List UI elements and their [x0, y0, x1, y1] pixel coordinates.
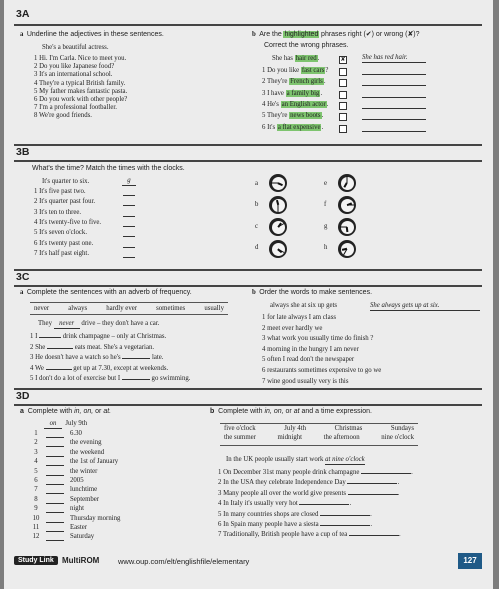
exercise-3a-a-example: She's a beautiful actress.: [42, 44, 109, 51]
example-answer: She always gets up at six.: [370, 302, 480, 311]
highlighted-phrase: a family big: [286, 89, 320, 97]
item-number: 2: [34, 439, 38, 447]
example-pre: In the UK people usually start work: [226, 456, 324, 463]
exercise-3d-a-example: [44, 420, 87, 429]
phrase-item: [262, 67, 328, 75]
instruction-text: phrases right (✔) or wrong (✘)?: [321, 31, 420, 38]
time-expression-box: [220, 423, 418, 446]
example-answer: g: [122, 177, 136, 186]
sentence-text: 4 In Italy it's usually very hot: [218, 500, 298, 508]
answer-blank[interactable]: [349, 529, 399, 536]
answer-line[interactable]: [123, 249, 135, 258]
clock-face: [341, 243, 354, 256]
adverb-option: never: [34, 304, 50, 312]
sentence-text: 7 Traditionally, British people have a cup of tea: [218, 531, 348, 539]
time-expression: Sundays: [390, 425, 414, 432]
hour-hand: [346, 227, 348, 232]
answer-line[interactable]: [46, 457, 64, 466]
sentence-item: 5 In many countries shops are closed .: [218, 510, 372, 518]
exercise-3d-b-example: [226, 456, 365, 465]
section-rule-3d-top: [14, 388, 482, 390]
answer-blank[interactable]: [299, 498, 349, 505]
answer-checkbox[interactable]: [339, 113, 347, 121]
exercise-letter: a: [20, 289, 24, 296]
clock-icon: [338, 174, 356, 192]
sentence-item: 6 In Spain many people have a siesta .: [218, 521, 373, 528]
answer-line[interactable]: [46, 514, 64, 523]
time-expression: July 4th: [284, 425, 306, 432]
adverb-option: hardly ever: [106, 304, 137, 312]
highlighted-word: highlighted: [284, 31, 319, 38]
example-post: drive – they don't have a car.: [81, 320, 160, 327]
instruction-text: Complete the sentences with an adverb of frequency.: [26, 289, 192, 296]
example-text: It's quarter to six.: [42, 178, 90, 185]
exercise-3a-b-instruction: [252, 31, 420, 39]
item-number: 3: [34, 448, 38, 456]
sentence-pre: 4 We: [30, 364, 44, 372]
example-pre: They: [38, 320, 52, 327]
sentence-item: 7 I'm a professional footballer.: [34, 104, 117, 112]
section-heading-3a: 3A: [16, 8, 30, 20]
sentence-post: drink champagne – only at Christmas.: [62, 333, 167, 340]
sentence-pre: 5 I don't do a lot of exercise but I: [30, 375, 121, 383]
answer-line[interactable]: [46, 485, 64, 494]
sentence-item: 3 It's an international school.: [34, 71, 113, 79]
word-order-item: 6 restaurants sometimes expensive to go we: [262, 366, 382, 374]
phrase-pre: 6 It's: [262, 123, 276, 131]
exercise-3d-b-instruction: [210, 408, 372, 415]
item-number: 8: [34, 495, 38, 503]
instruction-text: or: [285, 408, 292, 415]
item-text: Saturday: [70, 533, 95, 541]
answer-line[interactable]: [123, 197, 135, 206]
item-text: 6.30: [70, 430, 82, 437]
example-text: July 9th: [65, 420, 88, 427]
exercise-3c-a-instruction: [20, 289, 192, 297]
item-number: 7: [34, 486, 38, 494]
clock-label: c: [255, 223, 259, 230]
time-expression-row: [220, 433, 418, 442]
answer-blank[interactable]: [39, 331, 61, 338]
section-rule-3c-top: [14, 269, 482, 271]
time-expression: the summer: [224, 434, 256, 442]
sentence-post: get up at 7.30, except at weekends.: [73, 364, 169, 372]
phrase-post: .: [320, 89, 323, 97]
exercise-3d-a-instruction: [20, 408, 111, 415]
answer-line[interactable]: [123, 228, 135, 237]
footer-url[interactable]: www.oup.com/elt/englishfile/elementary: [118, 557, 250, 566]
phrase-post: .: [321, 112, 324, 120]
hour-hand: [278, 182, 283, 185]
clock-label: g: [324, 223, 328, 230]
item-number: 12: [32, 533, 40, 541]
instruction-text: and a time expression.: [301, 408, 372, 415]
exercise-3c-a-example: [38, 320, 159, 329]
answer-blank[interactable]: [347, 477, 397, 484]
item-text: Thursday morning: [70, 514, 121, 522]
word-order-item: 1 for late always I am class: [262, 314, 336, 321]
highlighted-phrase: French girls: [290, 78, 323, 86]
sentence-text: 2 In the USA they celebrate Independence Day: [218, 479, 346, 487]
highlighted-phrase: a flat expensive: [277, 123, 321, 131]
clock-label: d: [255, 244, 259, 251]
answer-line[interactable]: [123, 187, 135, 196]
answer-line[interactable]: [123, 239, 135, 248]
phrase-post: .: [323, 78, 326, 86]
clock-face: [272, 199, 285, 212]
clock-icon: [269, 240, 287, 258]
sentence-item: 3 Many people all over the world give presents .: [218, 489, 400, 497]
example-answer: at nine o'clock: [325, 456, 365, 465]
exercise-3a-b-instruction2: Correct the wrong phrases.: [264, 42, 349, 49]
instruction-text: Underline the adjectives in these sentences.: [26, 31, 164, 38]
word-order-item: 7 wine good usually very is this: [262, 377, 349, 385]
word-order-item: 5 often I read don't the newspaper: [262, 356, 355, 364]
section-rule-3b: [14, 160, 482, 162]
exercise-3c-b-instruction: [252, 289, 372, 297]
answer-line[interactable]: [46, 523, 64, 532]
answer-line[interactable]: [123, 218, 135, 227]
correction-line[interactable]: [362, 100, 426, 109]
clock-face: [272, 177, 285, 190]
clock-face: [272, 243, 285, 256]
sentence-text: 5 In many countries shops are closed: [218, 510, 319, 518]
answer-checkbox[interactable]: [339, 68, 347, 76]
time-item: 7 It's half past eight.: [34, 249, 90, 257]
item-text: 2005: [70, 477, 84, 484]
item-text: the 1st of January: [70, 458, 119, 466]
sentence-pre: 3 He doesn't have a watch so he's: [30, 354, 121, 362]
section-heading-3d: 3D: [16, 390, 30, 402]
answer-line[interactable]: [46, 532, 64, 541]
time-item: 2 It's quarter past four.: [34, 198, 96, 206]
sentence-item: [30, 373, 190, 383]
exercise-letter: a: [20, 408, 24, 415]
phrase-item: [262, 90, 322, 98]
sentence-item: 6 Do you work with other people?: [34, 96, 128, 104]
clock-face: [272, 221, 285, 234]
phrase-pre: 1 Do you like: [262, 67, 300, 74]
clock-icon: [269, 196, 287, 214]
answer-blank[interactable]: [320, 519, 370, 526]
sentence-pre: 2 She: [30, 343, 46, 351]
minute-hand: [278, 205, 279, 212]
sentence-post: late.: [152, 354, 164, 362]
answer-blank[interactable]: [320, 509, 370, 516]
time-expression: nine o'clock: [381, 434, 414, 442]
clock-icon: [338, 240, 356, 258]
multirom-label: MultiROM: [62, 556, 100, 565]
sentence-text: 1 On December 31st many people drink champagne: [218, 469, 360, 476]
workbook-page: [4, 0, 493, 589]
adverb-option: sometimes: [156, 304, 186, 312]
answer-blank[interactable]: [122, 373, 150, 380]
exercise-letter: b: [210, 408, 215, 415]
answer-checkbox[interactable]: [339, 79, 347, 87]
clock-label: e: [324, 180, 328, 187]
correction-line[interactable]: [362, 77, 426, 86]
phrase-post: .: [321, 123, 324, 131]
item-number: 1: [34, 430, 38, 437]
answer-checkbox[interactable]: [339, 102, 347, 110]
answer-line[interactable]: [46, 476, 64, 485]
answer-checkbox[interactable]: [339, 125, 347, 133]
answer-line[interactable]: [46, 495, 64, 504]
example-correction: She has red hair.: [362, 54, 426, 63]
answer-line[interactable]: [46, 504, 64, 513]
phrase-pre: 2 They're: [262, 78, 288, 86]
exercise-3b-example: [42, 178, 89, 186]
time-expression: the afternoon: [323, 434, 360, 442]
word-order-item: 4 morning in the hungry I am never: [262, 345, 359, 353]
time-expression: Christmas: [334, 425, 363, 432]
answer-line[interactable]: [46, 448, 64, 457]
clock-face: [341, 177, 354, 190]
time-expression: midnight: [277, 434, 303, 442]
exercise-letter: b: [252, 31, 256, 38]
answer-blank[interactable]: [47, 342, 73, 349]
exercise-3a-a-instruction: [20, 31, 164, 39]
clock-label: h: [324, 244, 328, 251]
instruction-keywords: at.: [103, 408, 112, 415]
minute-hand: [340, 227, 347, 228]
sentence-post: eats meat. She's a vegetarian.: [74, 343, 155, 351]
example-answer: never: [54, 320, 80, 329]
example-answer-box: ✘: [340, 57, 346, 63]
item-text: the evening: [70, 439, 102, 447]
clock-face: [341, 199, 354, 212]
phrase-post: ?: [325, 67, 329, 74]
highlighted-phrase: fast cars: [301, 67, 325, 74]
clock-label: b: [255, 201, 259, 208]
clock-label: a: [255, 180, 259, 187]
answer-line[interactable]: [46, 467, 64, 476]
answer-checkbox[interactable]: [339, 91, 347, 99]
phrase-item: [262, 124, 323, 132]
item-number: 4: [34, 458, 38, 466]
instruction-keywords: at: [293, 408, 300, 415]
correction-line[interactable]: [362, 123, 426, 132]
sentence-item: 4 They're a typical British family.: [34, 79, 126, 87]
answer-line[interactable]: [123, 208, 135, 217]
item-number: 10: [32, 514, 40, 522]
sentence-item: 2 Do you like Japanese food?: [34, 63, 115, 71]
correction-line[interactable]: [362, 111, 426, 120]
exercise-3a-a-list: [34, 55, 127, 121]
answer-blank[interactable]: [122, 352, 150, 359]
exercise-letter: b: [252, 289, 256, 296]
phrase-pre: She has: [272, 55, 293, 62]
study-link-badge: Study Link: [14, 556, 58, 565]
instruction-text: Complete with: [27, 408, 73, 415]
sentence-item: 1 Hi. I'm Carla. Nice to meet you.: [34, 55, 127, 62]
item-number: 6: [34, 477, 38, 484]
item-text: Easter: [70, 524, 87, 531]
hour-hand: [344, 183, 348, 188]
instruction-text: Complete with: [218, 408, 263, 415]
adverb-option: always: [68, 304, 88, 312]
highlighted-phrase: an English actor: [281, 100, 326, 108]
example-answer: on: [44, 420, 62, 429]
section-heading-3b: 3B: [16, 146, 30, 158]
instruction-keywords: in, on,: [74, 408, 94, 415]
time-item: 6 It's twenty past one.: [34, 239, 94, 247]
item-number: 9: [34, 505, 38, 513]
exercise-letter: a: [20, 31, 24, 38]
clock-icon: [338, 196, 356, 214]
sentence-item: [30, 363, 168, 373]
clock-icon: [338, 218, 356, 236]
sentence-text: 6 In Spain many people have a siesta: [218, 521, 319, 528]
sentence-item: 7 Traditionally, British people have a cup of tea .: [218, 531, 401, 539]
sentence-item: 2 In the USA they celebrate Independence Day .: [218, 479, 400, 487]
phrase-item: [262, 101, 328, 109]
footer: [14, 556, 482, 570]
sentence-pre: 1 I: [30, 333, 38, 340]
section-rule-3b-top: [14, 144, 482, 146]
sentence-item: 8 We're good friends.: [34, 112, 92, 120]
item-text: lunchtime: [70, 486, 98, 494]
adverb-list: [30, 303, 228, 313]
correction-line[interactable]: [362, 66, 426, 75]
item-text: night: [70, 505, 84, 513]
phrase-pre: 3 I have: [262, 89, 284, 97]
exercise-3b-instruction: What's the time? Match the times with the clocks.: [32, 165, 185, 172]
time-item: 1 It's five past two.: [34, 188, 86, 195]
sentence-item: [30, 342, 154, 352]
phrase-item: [262, 112, 323, 120]
item-text: the weekend: [70, 448, 105, 456]
section-rule-3c: [14, 285, 482, 287]
adverb-box: [30, 302, 228, 315]
section-rule-3a: [14, 24, 482, 26]
clock-icon: [269, 218, 287, 236]
correction-line[interactable]: [362, 89, 426, 98]
phrase-post: .: [326, 100, 329, 108]
time-item: 5 It's seven o'clock.: [34, 229, 88, 237]
sentence-item: [30, 331, 166, 341]
section-rule-3d: [14, 404, 482, 406]
clock-label: f: [324, 201, 327, 208]
section-heading-3c: 3C: [16, 271, 30, 283]
sentence-item: 4 In Italy it's usually very hot .: [218, 500, 352, 508]
answer-blank[interactable]: [46, 363, 72, 370]
instruction-keywords: in, on,: [264, 408, 284, 415]
phrase-pre: 5 They're: [262, 112, 288, 120]
highlighted-phrase: hair red: [295, 55, 317, 62]
time-item: 3 It's ten to three.: [34, 208, 82, 216]
sentence-item: 5 My father makes fantastic pasta.: [34, 87, 128, 95]
time-expression-row: [220, 424, 418, 433]
answer-line[interactable]: [46, 438, 64, 447]
sentence-post: go swimming.: [151, 375, 191, 383]
sentence-item: 1 On December 31st many people drink champagne .: [218, 469, 413, 476]
minute-hand: [347, 205, 354, 206]
item-number: 5: [34, 467, 38, 475]
time-item: 4 It's twenty-five to five.: [34, 218, 102, 226]
time-expression: five o'clock: [224, 425, 256, 432]
item-number: 11: [32, 524, 40, 531]
answer-blank[interactable]: [361, 467, 411, 474]
answer-blank[interactable]: [348, 488, 398, 495]
page-number: 127: [458, 553, 482, 569]
phrase-post: .: [317, 55, 320, 62]
highlighted-phrase: news boots: [290, 112, 321, 120]
phrase-pre: 4 He's: [262, 100, 279, 108]
word-order-item: 3 what work you usually time do finish ?: [262, 335, 374, 343]
word-order-item: 2 meet ever hardly we: [262, 324, 323, 332]
minute-hand: [347, 176, 348, 183]
instruction-text: Are the: [259, 31, 282, 38]
clock-icon: [269, 174, 287, 192]
item-text: the winter: [70, 467, 98, 475]
phrase-item: [262, 78, 326, 86]
adverb-option: usually: [204, 304, 224, 312]
exercise-3a-b-example: [272, 55, 319, 63]
minute-hand: [271, 183, 278, 184]
item-text: September: [70, 495, 100, 503]
instruction-text: or: [95, 408, 102, 415]
exercise-3c-b-example: always she at six up gets: [270, 302, 338, 309]
exercise-3c-b-list: [262, 313, 381, 387]
answer-line[interactable]: [46, 429, 64, 438]
instruction-text: Order the words to make sentences.: [259, 289, 373, 296]
sentence-text: 3 Many people all over the world give presents: [218, 489, 346, 497]
sentence-item: [30, 352, 164, 362]
clock-face: [341, 221, 354, 234]
